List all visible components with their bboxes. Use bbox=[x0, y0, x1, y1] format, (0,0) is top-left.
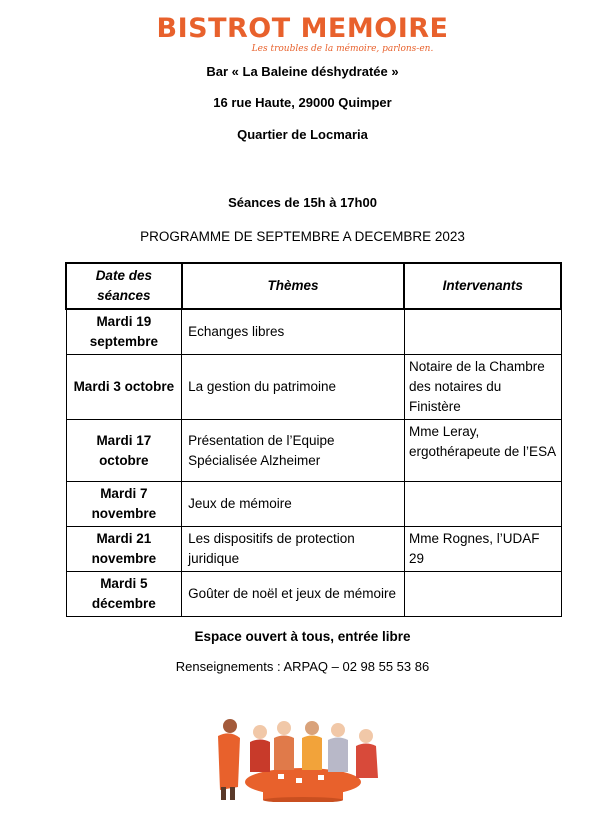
row-theme: Jeux de mémoire bbox=[182, 482, 405, 527]
table-row bbox=[66, 527, 561, 572]
table-row bbox=[66, 309, 561, 355]
row-speaker: Mme Leray, ergothérapeute de l’ESA bbox=[404, 420, 561, 482]
row-theme: Présentation de l’Equipe Spécialisée Alzheimer bbox=[182, 420, 405, 482]
row-date: Mardi 3 octobre bbox=[66, 355, 182, 420]
table-row bbox=[66, 355, 561, 420]
table-row bbox=[66, 572, 561, 617]
header-themes: Thèmes bbox=[182, 263, 405, 309]
row-speaker: Notaire de la Chambre des notaires du Finistère bbox=[404, 355, 561, 420]
row-speaker bbox=[404, 572, 561, 617]
row-theme: La gestion du patrimoine bbox=[182, 355, 405, 420]
venue-name: Bar « La Baleine déshydratée » bbox=[206, 64, 399, 79]
header-speakers: Intervenants bbox=[404, 263, 561, 309]
row-date: Mardi 7 novembre bbox=[66, 482, 182, 527]
schedule-table bbox=[65, 262, 562, 617]
row-theme: Les dispositifs de protection juridique bbox=[182, 527, 405, 572]
row-speaker bbox=[404, 309, 561, 355]
venue-district: Quartier de Locmaria bbox=[237, 127, 368, 142]
logo-tagline: Les troubles de la mémoire, parlons-en. bbox=[251, 44, 434, 54]
row-date: Mardi 21 novembre bbox=[66, 527, 182, 572]
table-header-row bbox=[66, 263, 561, 309]
table-row bbox=[66, 482, 561, 527]
open-space-notice: Espace ouvert à tous, entrée libre bbox=[194, 629, 411, 644]
row-date: Mardi 19 septembre bbox=[66, 309, 182, 355]
row-speaker: Mme Rognes, l’UDAF 29 bbox=[404, 527, 561, 572]
row-date: Mardi 5 décembre bbox=[66, 572, 182, 617]
venue-address: 16 rue Haute, 29000 Quimper bbox=[213, 95, 392, 110]
contact-info: Renseignements : ARPAQ – 02 98 55 53 86 bbox=[175, 659, 430, 674]
people-around-table-illustration bbox=[208, 712, 393, 807]
row-theme: Goûter de noël et jeux de mémoire bbox=[182, 572, 405, 617]
session-hours: Séances de 15h à 17h00 bbox=[228, 195, 377, 210]
table-row bbox=[66, 420, 561, 482]
row-speaker bbox=[404, 482, 561, 527]
program-title: PROGRAMME DE SEPTEMBRE A DECEMBRE 2023 bbox=[140, 229, 465, 244]
logo-title: BISTROT MEMOIRE bbox=[156, 13, 449, 44]
header-date: Date des séances bbox=[66, 263, 182, 309]
row-date: Mardi 17 octobre bbox=[66, 420, 182, 482]
logo bbox=[0, 14, 605, 55]
row-theme: Echanges libres bbox=[182, 309, 405, 355]
